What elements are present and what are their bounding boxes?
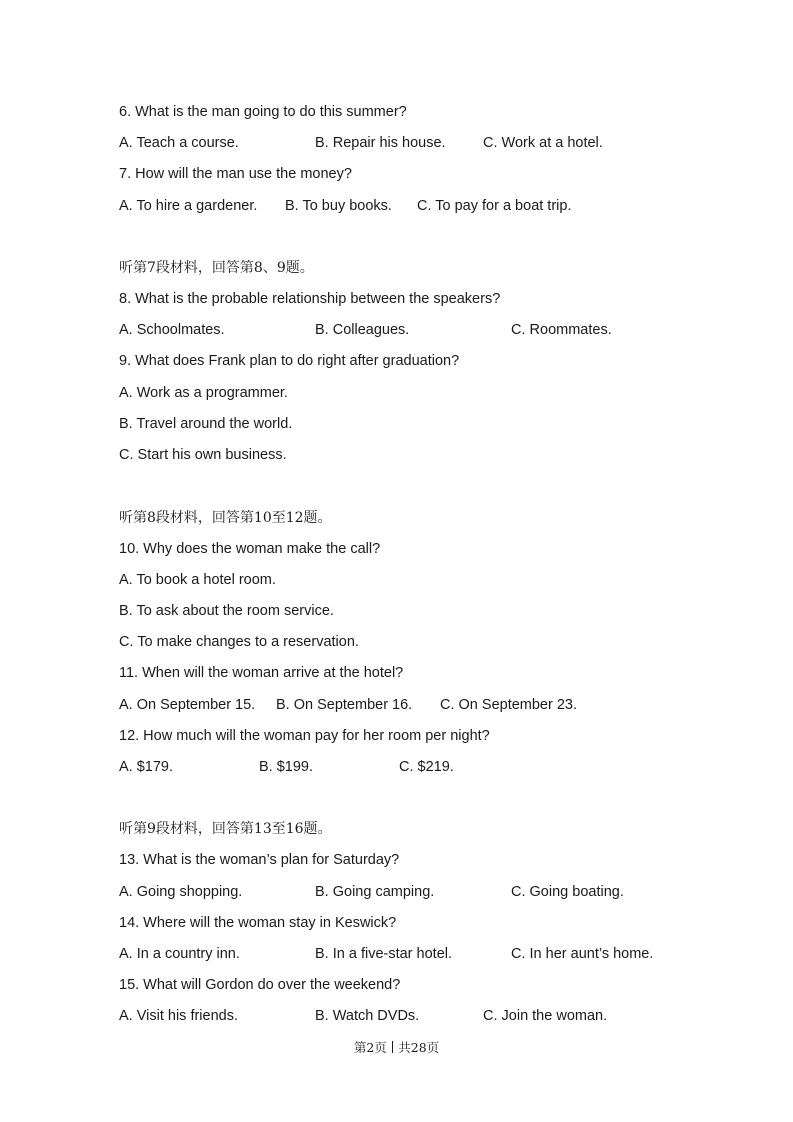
page-total: 共28页 bbox=[398, 1040, 440, 1055]
q10-option-b: B. To ask about the room service. bbox=[119, 603, 334, 619]
q9-option-c: C. Start his own business. bbox=[119, 447, 287, 463]
question-7: 7. How will the man use the money? bbox=[119, 166, 352, 182]
question-12: 12. How much will the woman pay for her room per night? bbox=[119, 728, 490, 744]
q13-option-a: A. Going shopping. bbox=[119, 884, 243, 900]
q14-option-b: B. In a five-star hotel. bbox=[315, 946, 453, 962]
q6-option-c: C. Work at a hotel. bbox=[483, 135, 603, 151]
q7-option-a: A. To hire a gardener. bbox=[119, 198, 258, 214]
q12-option-a: A. $179. bbox=[119, 759, 174, 775]
q6-option-b: B. Repair his house. bbox=[315, 135, 446, 151]
q13-option-b: B. Going camping. bbox=[315, 884, 435, 900]
q14-option-c: C. In her aunt’s home. bbox=[511, 946, 654, 962]
page-number: 第2页 bbox=[353, 1040, 387, 1055]
q11-option-a: A. On September 15. bbox=[119, 697, 256, 713]
q11-option-c: C. On September 23. bbox=[440, 697, 578, 713]
q15-option-c: C. Join the woman. bbox=[483, 1008, 608, 1024]
page-footer bbox=[0, 1038, 793, 1058]
question-15: 15. What will Gordon do over the weekend? bbox=[119, 977, 401, 993]
question-6: 6. What is the man going to do this summer? bbox=[119, 104, 407, 120]
q9-option-b: B. Travel around the world. bbox=[119, 416, 293, 432]
q11-option-b: B. On September 16. bbox=[276, 697, 413, 713]
question-14: 14. Where will the woman stay in Keswick? bbox=[119, 915, 397, 931]
q14-option-a: A. In a country inn. bbox=[119, 946, 240, 962]
q15-option-a: A. Visit his friends. bbox=[119, 1008, 239, 1024]
section-heading-7: 听第7段材料，回答第8、9题。 bbox=[119, 260, 314, 276]
question-8: 8. What is the probable relationship between the speakers? bbox=[119, 291, 501, 307]
q7-option-b: B. To buy books. bbox=[285, 198, 392, 214]
question-9: 9. What does Frank plan to do right after graduation? bbox=[119, 353, 460, 369]
q9-option-a: A. Work as a programmer. bbox=[119, 385, 288, 401]
q7-option-c: C. To pay for a boat trip. bbox=[417, 198, 572, 214]
q8-option-a: A. Schoolmates. bbox=[119, 322, 225, 338]
section-heading-8: 听第8段材料，回答第10至12题。 bbox=[119, 510, 332, 526]
question-13: 13. What is the woman’s plan for Saturday? bbox=[119, 852, 400, 868]
footer-divider bbox=[392, 1041, 394, 1053]
question-11: 11. When will the woman arrive at the hotel? bbox=[119, 665, 404, 681]
q8-option-b: B. Colleagues. bbox=[315, 322, 410, 338]
q10-option-a: A. To book a hotel room. bbox=[119, 572, 276, 588]
question-10: 10. Why does the woman make the call? bbox=[119, 541, 381, 557]
q8-option-c: C. Roommates. bbox=[511, 322, 612, 338]
q12-option-c: C. $219. bbox=[399, 759, 454, 775]
q6-option-a: A. Teach a course. bbox=[119, 135, 239, 151]
section-heading-9: 听第9段材料，回答第13至16题。 bbox=[119, 821, 332, 837]
q12-option-b: B. $199. bbox=[259, 759, 314, 775]
q15-option-b: B. Watch DVDs. bbox=[315, 1008, 420, 1024]
q10-option-c: C. To make changes to a reservation. bbox=[119, 634, 359, 650]
q13-option-c: C. Going boating. bbox=[511, 884, 624, 900]
